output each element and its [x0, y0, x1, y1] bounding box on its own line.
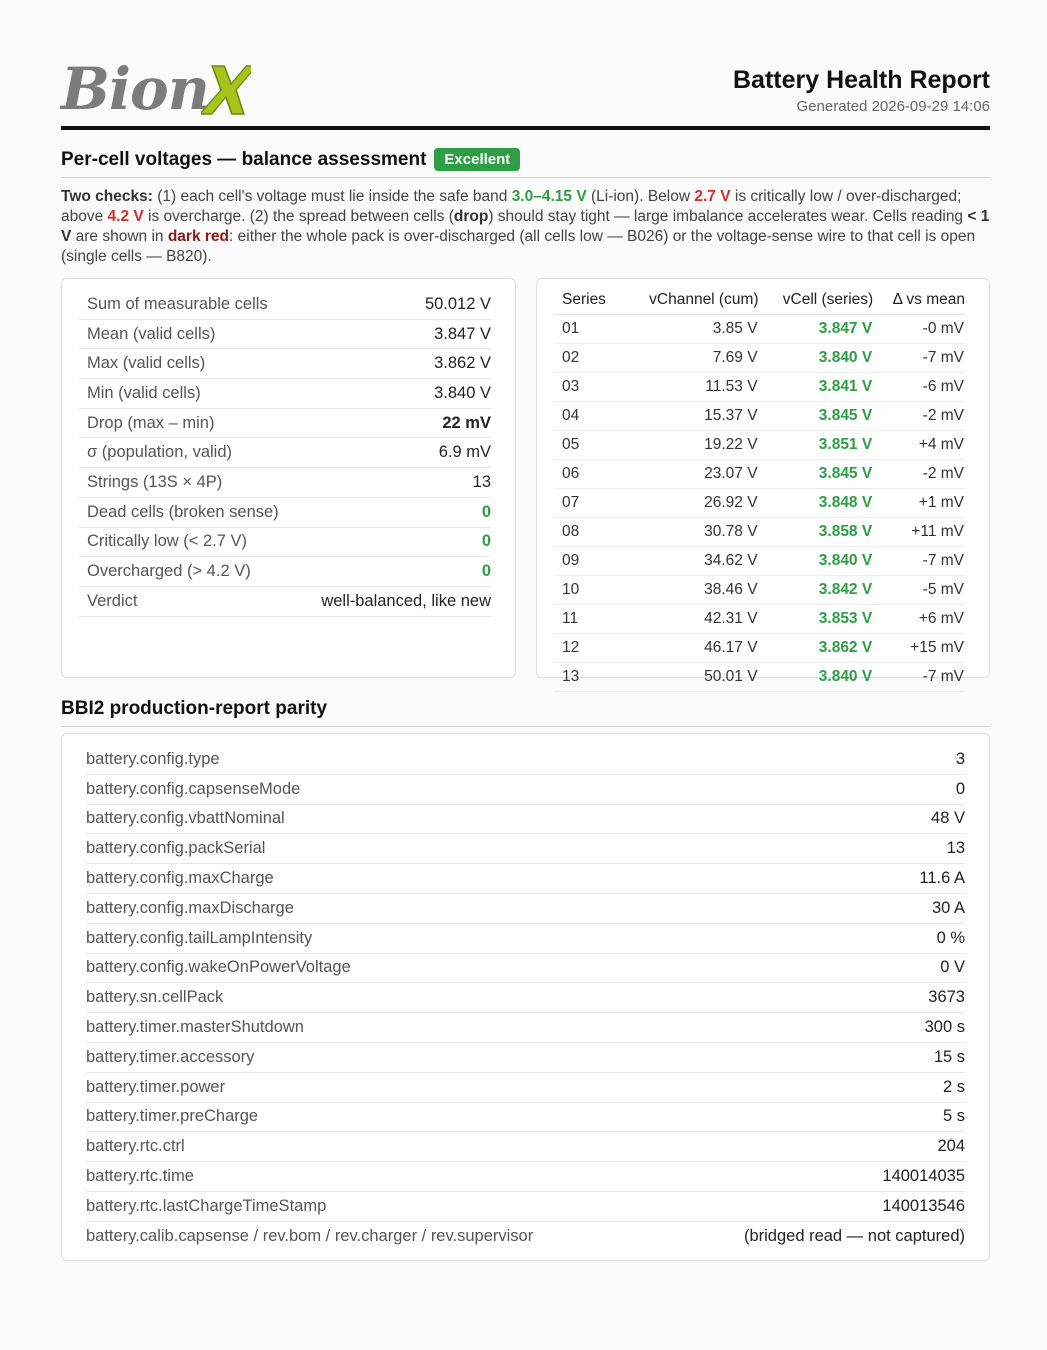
intro-text: is overcharge. (2) the spread between cells ( — [143, 208, 454, 225]
stat-value: 13 — [472, 472, 491, 491]
series-index: 01 — [554, 315, 620, 344]
parity-value: 2 s — [942, 1077, 965, 1096]
parity-row — [86, 745, 965, 775]
brand-wordmark: Bion — [61, 55, 209, 123]
brand-x-mark — [201, 62, 251, 118]
delta-cell: +15 mV — [873, 634, 965, 663]
column-header: vChannel (cum) — [620, 288, 759, 315]
delta-cell: +1 mV — [873, 489, 965, 518]
parity-key: battery.timer.masterShutdown — [86, 1018, 304, 1037]
series-row — [554, 634, 965, 663]
parity-value: 300 s — [924, 1018, 965, 1037]
parity-row — [86, 1013, 965, 1043]
parity-value: 204 — [937, 1137, 965, 1156]
stat-row — [79, 409, 491, 439]
series-index: 04 — [554, 402, 620, 431]
status-badge: Excellent — [434, 148, 520, 171]
series-row — [554, 547, 965, 576]
parity-key: battery.config.vbattNominal — [86, 809, 285, 828]
intro-text: (Li-ion). Below — [586, 188, 695, 205]
series-row — [554, 518, 965, 547]
parity-key: battery.timer.accessory — [86, 1047, 255, 1066]
column-header: Series — [554, 288, 620, 315]
parity-value: (bridged read — not captured) — [743, 1227, 965, 1246]
vcell-cell: 3.840 V — [759, 663, 874, 692]
vcell-cell: 3.851 V — [759, 431, 874, 460]
stat-row — [79, 587, 491, 617]
delta-cell: +4 mV — [873, 431, 965, 460]
series-index: 03 — [554, 373, 620, 402]
intro-text: is critically low / over-discharged; above — [61, 188, 962, 225]
series-row — [554, 489, 965, 518]
section-title-voltages — [61, 148, 990, 178]
parity-value: 30 A — [931, 898, 965, 917]
delta-cell: -2 mV — [873, 460, 965, 489]
delta-cell: -5 mV — [873, 576, 965, 605]
generated-timestamp: Generated 2026-09-29 14:06 — [796, 98, 990, 115]
vcell-cell: 3.848 V — [759, 489, 874, 518]
stat-label: Drop (max – min) — [87, 413, 215, 432]
stat-label: Max (valid cells) — [87, 354, 206, 373]
vcell-cell: 3.845 V — [759, 460, 874, 489]
vcell-cell: 3.862 V — [759, 634, 874, 663]
delta-cell: -0 mV — [873, 315, 965, 344]
series-index: 09 — [554, 547, 620, 576]
vchannel-cell: 11.53 V — [620, 373, 759, 402]
stat-value: 6.9 mV — [438, 443, 491, 462]
parity-key: battery.timer.preCharge — [86, 1107, 259, 1126]
parity-row — [86, 805, 965, 835]
vcell-cell: 3.840 V — [759, 344, 874, 373]
stat-label: Sum of measurable cells — [87, 294, 268, 313]
delta-cell: -7 mV — [873, 547, 965, 576]
parity-value: 3 — [955, 749, 965, 768]
parity-value: 140014035 — [882, 1167, 965, 1186]
vcell-cell: 3.842 V — [759, 576, 874, 605]
parity-value: 11.6 A — [919, 869, 965, 888]
intro-lead: Two checks: — [61, 188, 153, 205]
vchannel-cell: 42.31 V — [620, 605, 759, 634]
vchannel-cell: 19.22 V — [620, 431, 759, 460]
series-rows — [554, 315, 965, 692]
column-header: Δ vs mean — [873, 288, 965, 315]
stat-label: σ (population, valid) — [87, 443, 233, 462]
stat-row — [79, 320, 491, 350]
parity-row — [86, 1132, 965, 1162]
report-page — [61, 0, 990, 1246]
vchannel-cell: 50.01 V — [620, 663, 759, 692]
parity-row — [86, 924, 965, 954]
stat-value: well-balanced, like new — [321, 591, 491, 610]
stats-card — [61, 278, 516, 678]
stat-value: 3.840 V — [434, 383, 491, 402]
stat-value: 22 mV — [442, 413, 491, 432]
parity-key: battery.config.packSerial — [86, 839, 266, 858]
parity-key: battery.calib.capsense / rev.bom / rev.charger / rev.supervisor — [86, 1227, 534, 1246]
stat-row — [79, 498, 491, 528]
parity-key: battery.config.maxCharge — [86, 869, 274, 888]
parity-row — [86, 894, 965, 924]
intro-text: are shown in — [71, 228, 168, 245]
series-row — [554, 663, 965, 692]
vchannel-cell: 7.69 V — [620, 344, 759, 373]
series-index: 07 — [554, 489, 620, 518]
stat-row — [79, 438, 491, 468]
series-row — [554, 576, 965, 605]
intro-text: (1) each cell's voltage must lie inside the safe band — [152, 188, 512, 205]
vchannel-cell: 26.92 V — [620, 489, 759, 518]
parity-value: 3673 — [928, 988, 965, 1007]
report-title: Battery Health Report — [733, 66, 990, 94]
vchannel-cell: 23.07 V — [620, 460, 759, 489]
safe-band: 3.0–4.15 V — [511, 188, 587, 205]
parity-row — [86, 1043, 965, 1073]
stat-value: 0 — [481, 562, 491, 581]
report-header — [61, 0, 990, 130]
parity-key: battery.rtc.time — [86, 1167, 194, 1186]
parity-row — [86, 954, 965, 984]
stats-list — [79, 290, 491, 617]
dead-threshold: < 1 V — [61, 208, 990, 245]
stat-row — [79, 468, 491, 498]
delta-cell: -6 mV — [873, 373, 965, 402]
parity-value: 140013546 — [882, 1196, 965, 1215]
series-row — [554, 315, 965, 344]
stat-row — [79, 349, 491, 379]
intro-text: : either the whole pack is over-discharged (all cells low — B026) or the voltage-sense wire to that cell is open (single cells — B820). — [61, 228, 976, 265]
parity-key: battery.config.capsenseMode — [86, 779, 301, 798]
parity-row — [86, 1222, 965, 1252]
stat-label: Mean (valid cells) — [87, 324, 216, 343]
delta-cell: +11 mV — [873, 518, 965, 547]
parity-row — [86, 775, 965, 805]
series-card — [536, 278, 990, 685]
series-index: 02 — [554, 344, 620, 373]
vcell-cell: 3.845 V — [759, 402, 874, 431]
series-index: 11 — [554, 605, 620, 634]
stat-label: Overcharged (> 4.2 V) — [87, 562, 251, 581]
stat-label: Strings (13S × 4P) — [87, 472, 223, 491]
section-title-text: BBI2 production-report parity — [61, 698, 328, 719]
parity-value: 0 V — [940, 958, 965, 977]
parity-row — [86, 983, 965, 1013]
intro-paragraph — [61, 187, 990, 267]
stat-value: 0 — [481, 532, 491, 551]
stat-row — [79, 379, 491, 409]
intro-text: ) should stay tight — large imbalance accelerates wear. Cells reading — [488, 208, 968, 225]
delta-cell: -7 mV — [873, 344, 965, 373]
parity-key: battery.sn.cellPack — [86, 988, 224, 1007]
series-index: 12 — [554, 634, 620, 663]
vchannel-cell: 34.62 V — [620, 547, 759, 576]
column-header: vCell (series) — [759, 288, 874, 315]
parity-value: 0 — [955, 779, 965, 798]
series-table — [554, 288, 965, 692]
parity-list — [86, 745, 965, 1252]
parity-row — [86, 1073, 965, 1103]
stat-row — [79, 557, 491, 587]
series-index: 08 — [554, 518, 620, 547]
vcell-cell: 3.841 V — [759, 373, 874, 402]
section-title-text: Per-cell voltages — balance assessment — [61, 148, 427, 170]
dark-red-term: dark red — [167, 228, 230, 245]
drop-term: drop — [453, 208, 489, 225]
parity-row — [86, 834, 965, 864]
series-row — [554, 373, 965, 402]
parity-key: battery.timer.power — [86, 1077, 226, 1096]
parity-value: 0 % — [936, 928, 965, 947]
series-index: 05 — [554, 431, 620, 460]
parity-value: 13 — [946, 839, 965, 858]
parity-row — [86, 864, 965, 894]
series-row — [554, 605, 965, 634]
stat-value: 0 — [481, 502, 491, 521]
parity-key: battery.config.type — [86, 749, 220, 768]
parity-key: battery.config.tailLampIntensity — [86, 928, 313, 947]
low-threshold: 2.7 V — [694, 188, 731, 205]
stat-value: 50.012 V — [424, 294, 491, 313]
vcell-cell: 3.853 V — [759, 605, 874, 634]
series-index: 06 — [554, 460, 620, 489]
parity-key: battery.config.maxDischarge — [86, 898, 294, 917]
delta-cell: -2 mV — [873, 402, 965, 431]
series-row — [554, 431, 965, 460]
vchannel-cell: 3.85 V — [620, 315, 759, 344]
stat-row — [79, 528, 491, 558]
delta-cell: -7 mV — [873, 663, 965, 692]
section-title-parity — [61, 698, 990, 727]
parity-value: 15 s — [933, 1047, 965, 1066]
stat-value: 3.862 V — [434, 354, 491, 373]
parity-value: 48 V — [931, 809, 965, 828]
series-index: 10 — [554, 576, 620, 605]
stat-label: Dead cells (broken sense) — [87, 502, 279, 521]
header-meta — [733, 66, 990, 115]
vchannel-cell: 30.78 V — [620, 518, 759, 547]
parity-key: battery.rtc.ctrl — [86, 1137, 185, 1156]
parity-value: 5 s — [942, 1107, 965, 1126]
delta-cell: +6 mV — [873, 605, 965, 634]
stat-row — [79, 290, 491, 320]
stat-label: Verdict — [87, 591, 138, 610]
series-row — [554, 344, 965, 373]
high-threshold: 4.2 V — [107, 208, 144, 225]
parity-key: battery.config.wakeOnPowerVoltage — [86, 958, 351, 977]
vcell-cell: 3.847 V — [759, 315, 874, 344]
series-row — [554, 460, 965, 489]
vchannel-cell: 15.37 V — [620, 402, 759, 431]
series-row — [554, 402, 965, 431]
stat-label: Critically low (< 2.7 V) — [87, 532, 247, 551]
stat-value: 3.847 V — [434, 324, 491, 343]
stat-label: Min (valid cells) — [87, 383, 201, 402]
vcell-cell: 3.840 V — [759, 547, 874, 576]
vchannel-cell: 46.17 V — [620, 634, 759, 663]
series-header-row — [554, 288, 965, 315]
series-index: 13 — [554, 663, 620, 692]
vcell-cell: 3.858 V — [759, 518, 874, 547]
vchannel-cell: 38.46 V — [620, 576, 759, 605]
parity-row — [86, 1103, 965, 1133]
parity-row — [86, 1192, 965, 1222]
parity-key: battery.rtc.lastChargeTimeStamp — [86, 1196, 327, 1215]
parity-row — [86, 1162, 965, 1192]
parity-card — [61, 733, 990, 1261]
